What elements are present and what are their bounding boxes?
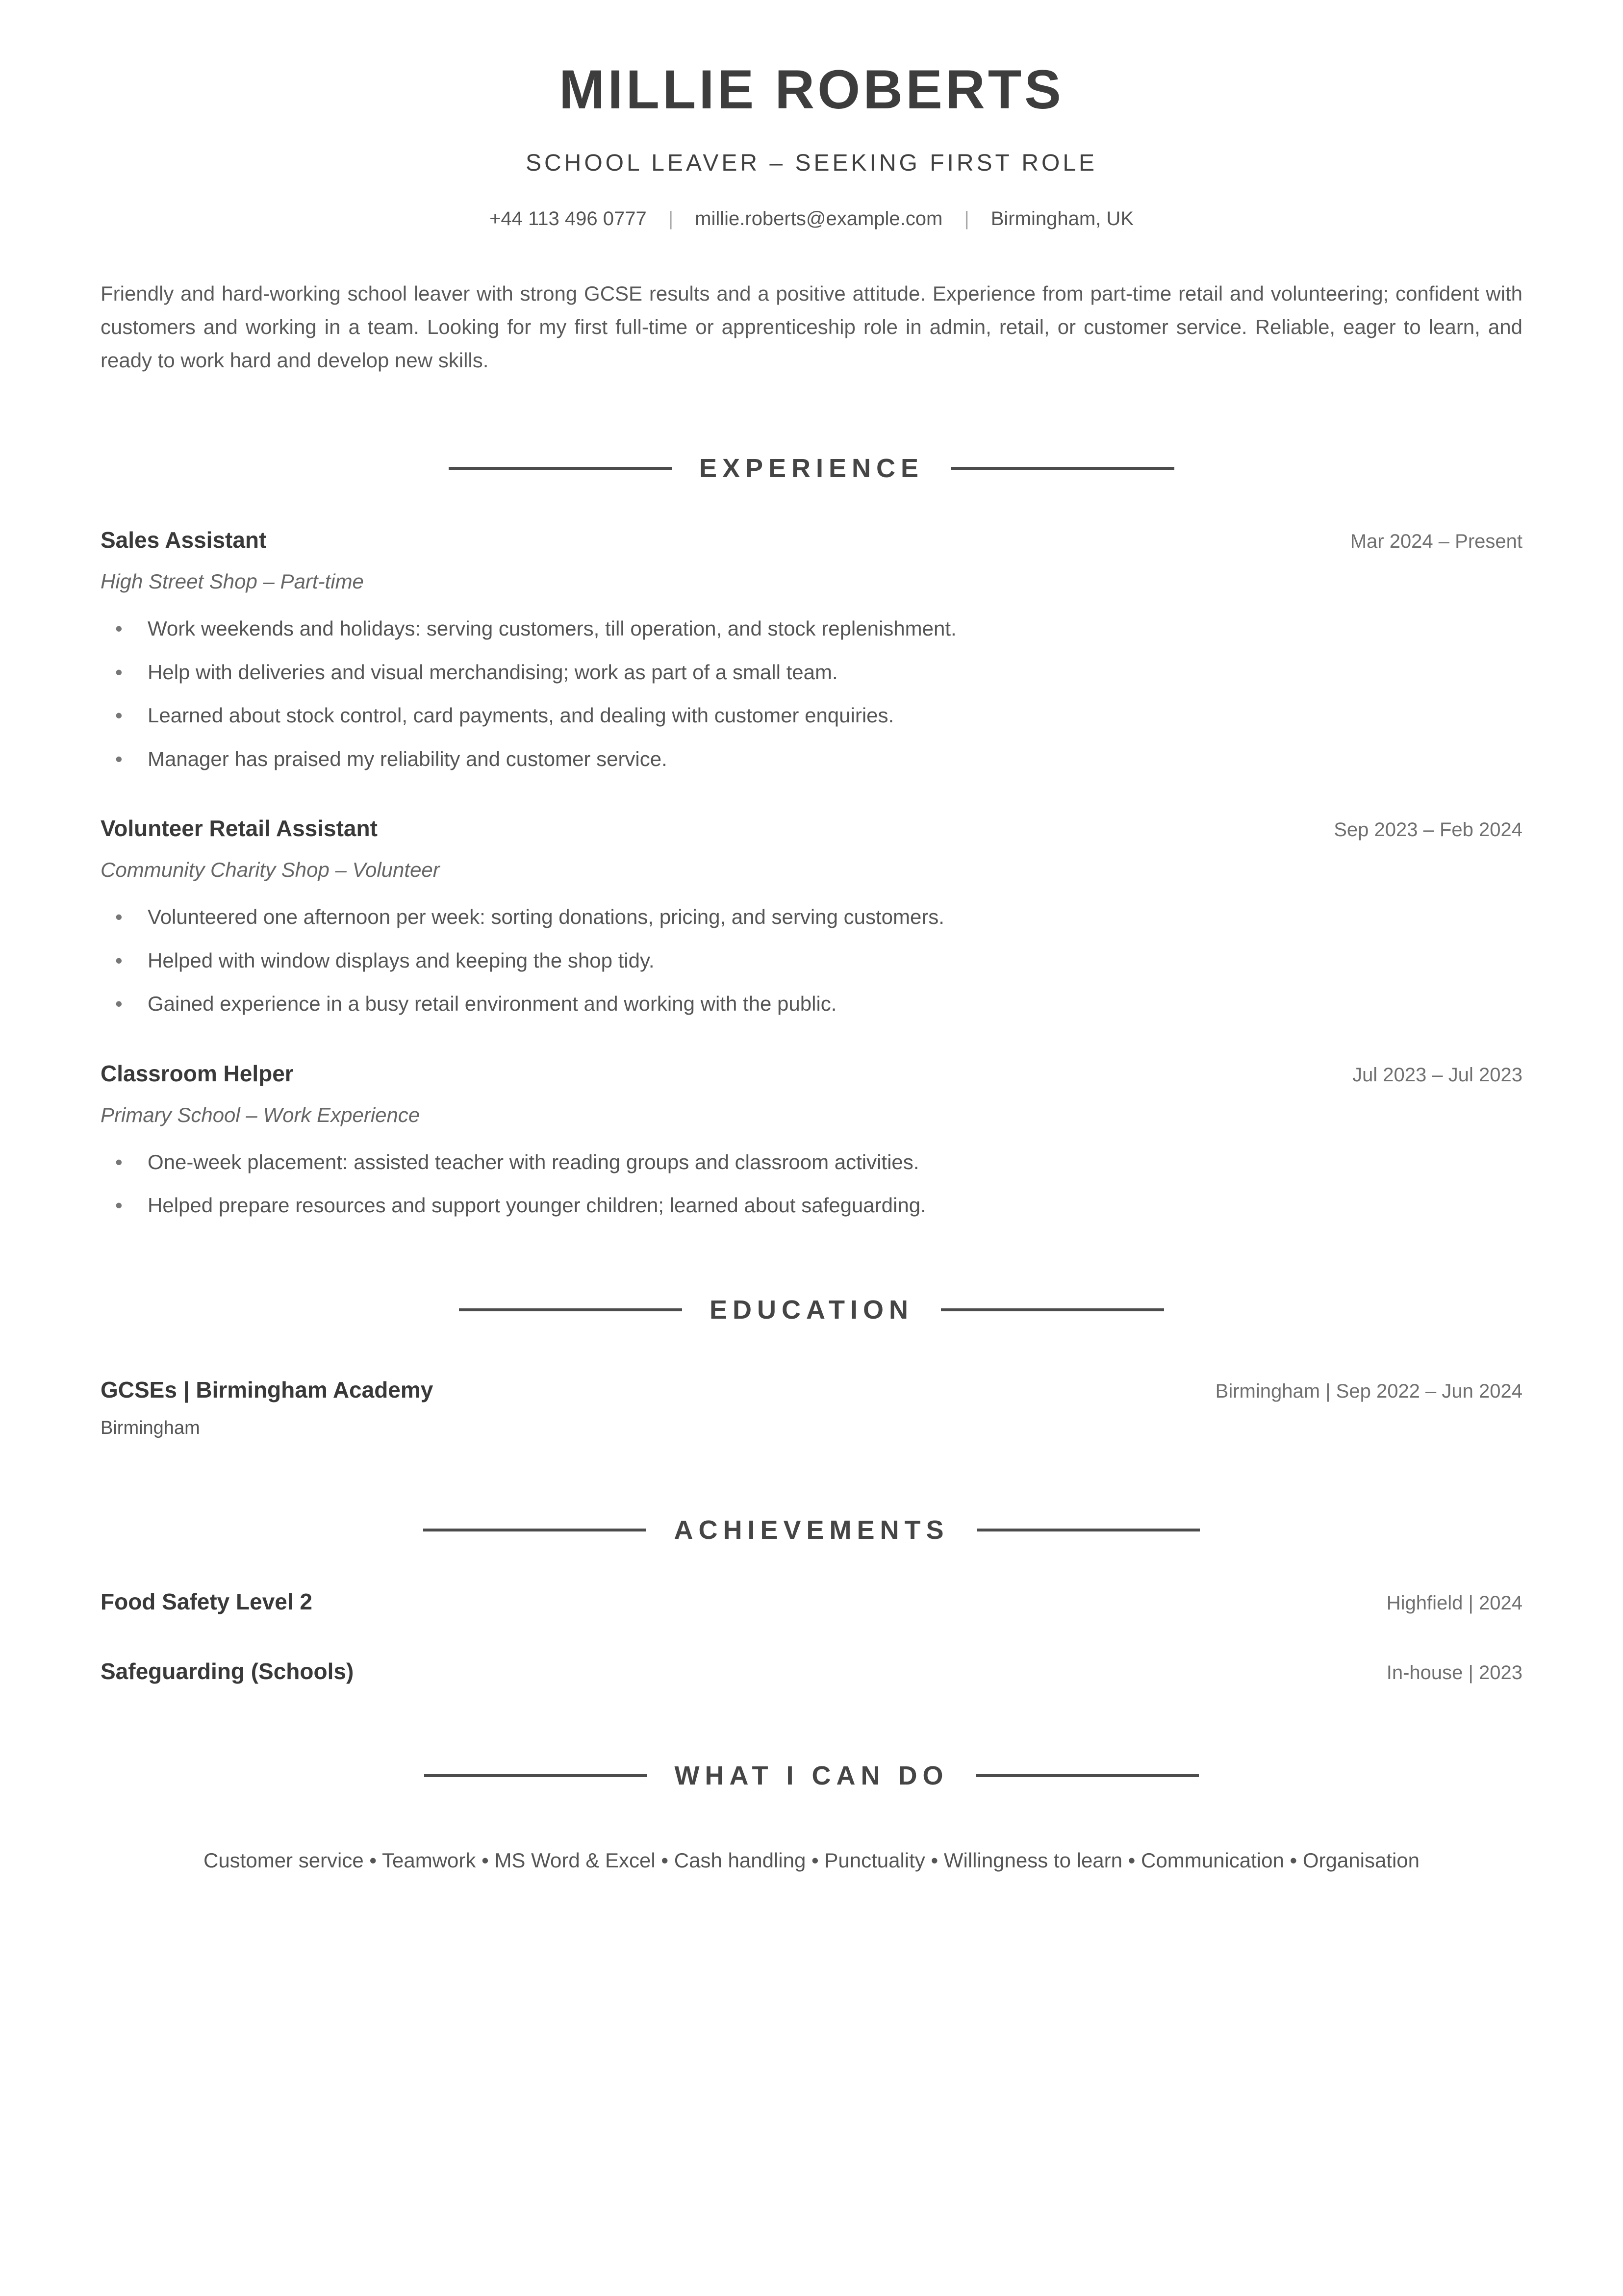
job-entry [101, 527, 1522, 772]
divider-line [977, 1529, 1200, 1531]
bullet-item: • Volunteered one afternoon per week: sorting donations, pricing, and serving customers. [101, 904, 1522, 930]
section-achievements [101, 1515, 1522, 1684]
section-heading-achievements [101, 1515, 1522, 1545]
bullet-item: • Help with deliveries and visual merchandising; work as part of a small team. [101, 660, 1522, 686]
contact-location: Birmingham, UK [990, 208, 1134, 230]
contact-separator: | [964, 208, 969, 230]
professional-title: SCHOOL LEAVER – SEEKING FIRST ROLE [525, 150, 1098, 176]
achievement-entry [101, 1658, 1522, 1684]
section-education [101, 1295, 1522, 1439]
divider-line [449, 467, 672, 470]
bullet-item: • Manager has praised my reliability and customer service. [101, 746, 1522, 772]
contact-line [101, 208, 1522, 230]
education-meta: Birmingham | Sep 2022 – Jun 2024 [1215, 1380, 1522, 1402]
section-heading-experience [101, 453, 1522, 484]
bullet-list [101, 904, 1522, 1017]
job-dates: Sep 2023 – Feb 2024 [1334, 819, 1522, 841]
section-heading-skills [101, 1760, 1522, 1791]
summary-text: Friendly and hard-working school leaver with strong GCSE results and a positive attitude. Experience from part-time retail and volunteering; confident with customers and working in a team. Looking for my first full-time or apprenticeship role in admin, retail, or customer service. Reliable, eager to learn, and ready to work hard and develop new skills. [101, 282, 1522, 372]
education-title: GCSEs | Birmingham Academy [101, 1377, 433, 1403]
bullet-item: • Helped with window displays and keeping the shop tidy. [101, 948, 1522, 974]
job-company: High Street Shop – Part-time [101, 570, 364, 593]
section-title: EXPERIENCE [699, 454, 924, 484]
contact-phone: +44 113 496 0777 [489, 208, 647, 230]
achievement-title: Food Safety Level 2 [101, 1588, 313, 1614]
job-entry [101, 815, 1522, 1017]
divider-line [951, 467, 1174, 470]
achievement-title: Safeguarding (Schools) [101, 1658, 354, 1684]
page-title: MILLIE ROBERTS [559, 59, 1064, 120]
job-header [101, 1060, 1522, 1087]
job-header [101, 815, 1522, 842]
section-title: WHAT I CAN DO [674, 1760, 949, 1790]
section-heading-education [101, 1295, 1522, 1325]
job-dates: Jul 2023 – Jul 2023 [1352, 1064, 1522, 1086]
bullet-item: • One-week placement: assisted teacher with reading groups and classroom activities. [101, 1149, 1522, 1175]
job-title: Classroom Helper [101, 1060, 294, 1086]
achievement-entry [101, 1588, 1522, 1615]
divider-line [941, 1308, 1164, 1311]
resume-page [101, 0, 1522, 1872]
bullet-item: • Helped prepare resources and support younger children; learned about safeguarding. [101, 1193, 1522, 1219]
section-title: ACHIEVEMENTS [674, 1515, 949, 1545]
divider-line [459, 1308, 682, 1311]
contact-email: millie.roberts@example.com [695, 208, 943, 230]
section-experience [101, 453, 1522, 1219]
job-dates: Mar 2024 – Present [1350, 531, 1522, 553]
job-company: Primary School – Work Experience [101, 1103, 420, 1126]
bullet-list [101, 1149, 1522, 1219]
job-company: Community Charity Shop – Volunteer [101, 858, 440, 882]
bullet-item: • Work weekends and holidays: serving customers, till operation, and stock replenishment. [101, 616, 1522, 642]
contact-separator: | [668, 208, 674, 230]
section-skills [101, 1760, 1522, 1872]
divider-line [976, 1774, 1199, 1777]
bullet-list [101, 616, 1522, 772]
job-title: Sales Assistant [101, 527, 267, 553]
job-header [101, 527, 1522, 553]
divider-line [424, 1774, 647, 1777]
bullet-item: • Learned about stock control, card payments, and dealing with customer enquiries. [101, 703, 1522, 729]
section-title: EDUCATION [710, 1295, 913, 1325]
divider-line [423, 1529, 646, 1531]
skills-list: Customer service • Teamwork • MS Word & Excel • Cash handling • Punctuality • Willingness to learn • Communication • Organisation [203, 1848, 1420, 1872]
education-entry [101, 1377, 1522, 1439]
job-title: Volunteer Retail Assistant [101, 816, 378, 842]
achievement-meta: In-house | 2023 [1386, 1661, 1522, 1684]
job-entry [101, 1060, 1522, 1219]
bullet-item: • Gained experience in a busy retail environment and working with the public. [101, 991, 1522, 1017]
education-header [101, 1377, 1522, 1403]
achievement-meta: Highfield | 2024 [1386, 1592, 1522, 1614]
education-location: Birmingham [101, 1417, 200, 1438]
